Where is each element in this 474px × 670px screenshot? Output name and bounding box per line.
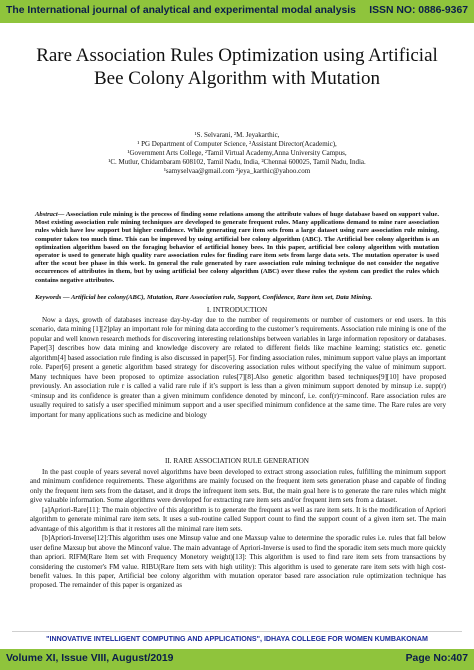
abstract-text: Association rule mining is the process of finding some relations among the attribute values of huge database based on support value. Most existing association rule mining techniques are developed to generate frequent rules. Many applications demand to mine rare association rules which have low support but higher confidence. While generating rare item sets from a large dataset using rare association rule mining, computer takes too much time. This can be improved by using artificial bee colony algorithm (ABC). The Artificial bee colony algorithm is an optimization algorithm based on the foraging behavior of artificial honey bees. In this paper, artificial bee colony algorithm with mutation operator is used to generate high quality rare association rules for finding rare item sets from large data sets. The mutation operator is used after the scout bee phase in this work. In general the rule generated by rare association rule mining technique do not consider the negative occurrences of attributes in them, but by using artificial bee colony algorithm (ABC) over these rules the system can predict the rules which contains negative attributes.	[35, 211, 439, 284]
apriori-inverse-paragraph: [b]Apriori-Inverse[12]:This algorithm uses one Minsup value and one Maxsup value to determine the sporadic rules i.e. rules that fall below user define Maxsup but above the Minconf value. The main advantage of Apriori-Inverse is used to find the sporadic item sets much more quickly than apriori. RIFM(Rare Item set with Frequency Monetory weight)[13]: This algorithm is used to find rare item sets from transactions by considering the customer's FM value. RIBU(Rare Item sets with high utility): This algorithm is used to generate rare item sets with high cost-benefit values. In this paper, Artificial bee colony algorithm with mutation operator based rare association rule optimization technique has proposed. The remainder of this paper is organized as	[30, 534, 446, 590]
abstract	[35, 211, 439, 285]
author-block	[60, 131, 414, 176]
introduction-paragraph: Now a days, growth of databases increase day-by-day due to the number of requirements or number of customers or end users. In this scenario, data mining [1][2]play an important role for mining data according to the customer’s requirements. Association rule mining is one of the popular and well known research methods for discovering interesting relationships between variables in large information repository or databases. Paper[3] describes how data mining and knowledge discovery are related to different fields like machine learning; statistics etc. genetic algorithm[4] based association rule finding is also discussed in paper[5]. For finding association rules, minimum support value plays an important role. Paper[6] present a genetic algorithm based strategy for discovering association rules without specifying the value of minimum support. Many techniques have been proposed to optimize association rules[7][8].Also genetic algorithm based techniques[9][10] have proposed previously. An association rule r is called a valid rare rule if it’s support is less than a given minimum support denoted by minsup i.e. supp(r) <minsup and its confidence is greater than a given minimum confidence denoted by minconf, i.e. conf(r)=minconf. Rare association rules are usually required to satisfy a user specified minimum support and a user specified minimum confidence at the same time. The Rare rules are very important for many applications such as medicine and biology	[30, 316, 446, 419]
issn-number: ISSN NO: 0886-9367	[369, 5, 468, 16]
paper-title	[20, 44, 454, 90]
keywords: Keywords — Artificial bee colony(ABC), Mutation, Rare Association rule, Support, Confidence, Rare item set, Data Mining.	[35, 294, 373, 301]
author-department: ¹ PG Department of Computer Science, ²Assistant Director(Academic),	[137, 139, 337, 148]
section-heading-rare-association: II. RARE ASSOCIATION RULE GENERATION	[165, 457, 309, 465]
author-emails: ¹samyselvaa@gmail.com ²jeya_karthic@yahoo.com	[163, 166, 311, 175]
journal-name: The International journal of analytical and experimental modal analysis	[6, 5, 356, 16]
apriori-rare-paragraph: [a]Apriori-Rare[11]: The main objective of this algorithm is to generate the frequent as well as rare item sets. It is the modification of Apriori algorithm to generate minimal rare item sets. It uses a sub-routine called Support count to find the support count of a given item set. The main advantage of this algorithm is that it restores all the minimal rare item sets.	[30, 505, 446, 533]
journal-footer-bar	[0, 649, 474, 670]
rare-association-body	[30, 468, 446, 591]
paper-title-line1: Rare Association Rules Optimization using Artificial	[36, 45, 438, 66]
author-address: ¹C. Mutlur, Chidambaram 608102, Tamil Nadu, India, ²Chennai 600025, Tamil Nadu, India.	[108, 157, 366, 166]
journal-header-bar	[0, 0, 474, 23]
page-number: Page No:407	[405, 653, 468, 664]
author-institution: ¹Government Arts College, ²Tamil Virtual Academy,Anna University Campus,	[127, 148, 347, 157]
footer-divider	[12, 631, 462, 632]
paper-title-line2: Bee Colony Algorithm with Mutation	[93, 68, 381, 89]
section-heading-introduction: I. INTRODUCTION	[206, 306, 268, 314]
introduction-body	[30, 316, 446, 420]
abstract-label: Abstract—	[35, 211, 65, 218]
rare-association-paragraph: In the past couple of years several novel algorithms have been developed to extract strong association rules, fulfilling the minimum support and minimum confidence requirements. These algorithms are mainly focused on the frequent item sets generation phase and capable of finding only the frequent item sets from the dataset, and it drops the infrequent item sets. But, the main goal here is to generate the rare rules which might give valuable information. Some algorithms were developed for extracting rare item sets and/or frequent item sets from a dataset.	[30, 468, 446, 505]
conference-footer: "INNOVATIVE INTELLIGENT COMPUTING AND APPLICATIONS", IDHAYA COLLEGE FOR WOMEN KUMBAKONAM	[46, 635, 428, 643]
volume-issue: Volume XI, Issue VIII, August/2019	[6, 653, 174, 664]
author-names: ¹S. Selvarani, ²M. Jeyakarthic,	[194, 131, 280, 139]
